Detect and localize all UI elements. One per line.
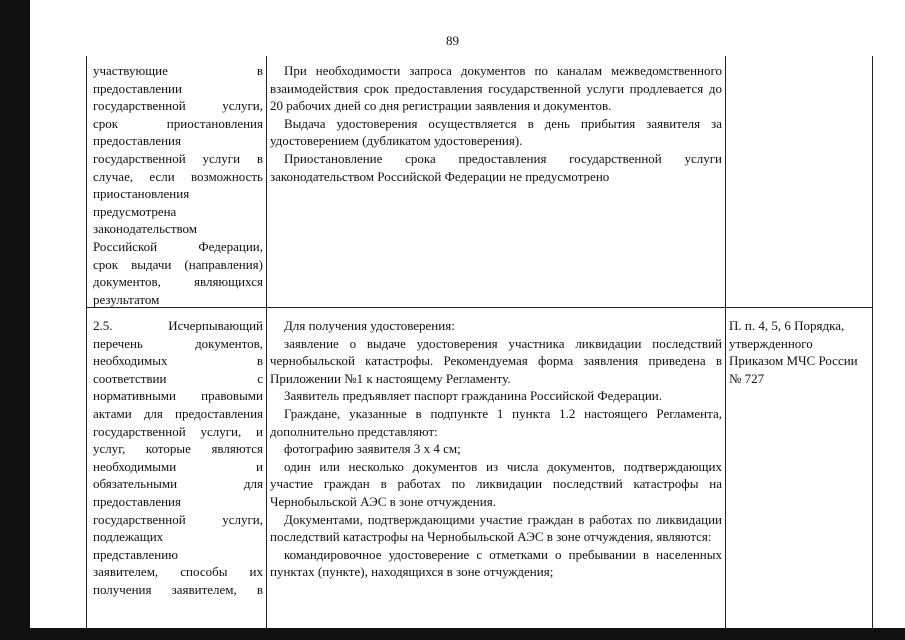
row-1-col-2	[270, 62, 722, 185]
text-line: представлению	[93, 546, 178, 562]
text-line: необходимыми и	[93, 458, 263, 474]
paragraph: Для получения удостоверения:	[284, 318, 455, 333]
text-line: актами для предоставления	[93, 405, 263, 421]
page-number: 89	[446, 33, 459, 48]
text-line: нормативными правовыми	[93, 388, 263, 404]
paragraph: заявление о выдаче удостоверения участника ликвидации последствий чернобыльской катастрофы. Рекомендуемая форма заявления приведена в Приложении №1 к настоящему Регламенту.	[270, 335, 722, 386]
paragraph: один или несколько документов из числа документов, подтверждающих участие граждан в работах по ликвидации последствий катастрофы на Чернобыльской АЭС в зоне отчуждения.	[270, 458, 722, 509]
text-line: предусмотрена	[93, 203, 177, 219]
text-line: случае, если возможность	[93, 168, 263, 184]
paragraph: командировочное удостоверение с отметками о пребывании в населенных пунктах (пункте), находящихся в зоне отчуждения;	[270, 546, 722, 580]
row-2-col-2	[270, 317, 722, 581]
paragraph: фотографию заявителя 3 х 4 см;	[284, 441, 461, 457]
scan-left-border	[0, 0, 30, 640]
scan-bottom-border	[0, 628, 905, 640]
document-table	[86, 56, 873, 628]
text-line: услуг, которые являются	[93, 441, 263, 457]
text-line: перечень документов,	[93, 335, 263, 351]
paragraph: Документами, подтверждающими участие граждан в работах по ликвидации последствий катастрофы на Чернобыльской АЭС в зоне отчуждения, являются:	[270, 511, 722, 545]
text-line: соответствии с	[93, 370, 263, 386]
row-1-col-1	[93, 62, 263, 308]
paragraph: Граждане, указанные в подпункте 1 пункта 1.2 настоящего Регламента, дополнительно представляют:	[270, 405, 722, 439]
text-line: 2.5. Исчерпывающий	[93, 318, 263, 333]
table-border-right	[872, 56, 873, 628]
text-line: приостановления	[93, 186, 190, 202]
text-line: срок выдачи (направления)	[93, 256, 263, 272]
text-line: государственной услуги,	[93, 98, 263, 114]
paragraph: При необходимости запроса документов по каналам межведомственного взаимодействия срок предоставления государственной услуги продлевается до 20 рабочих дней со дня регистрации заявления и документов.	[270, 63, 722, 114]
text-line: предоставления	[93, 133, 181, 149]
text-line: подлежащих	[93, 529, 164, 545]
paragraph: Выдача удостоверения осуществляется в день прибытия заявителя за удостоверением (дубликатом удостоверения).	[270, 115, 722, 149]
text-line: государственной услуги, и	[93, 423, 263, 439]
text-line: срок приостановления	[93, 115, 263, 131]
text-line: результатом	[93, 291, 160, 307]
row-2-col-3: П. п. 4, 5, 6 Порядка, утвержденного Приказом МЧС России № 727	[729, 318, 858, 386]
table-border-left	[86, 56, 87, 628]
text-line: обязательными для	[93, 476, 263, 492]
row-2-col-1	[93, 317, 263, 599]
paragraph: Заявитель предъявляет паспорт гражданина Российской Федерации.	[284, 388, 663, 404]
text-line: государственной услуги в	[93, 150, 263, 166]
table-column-divider-1	[266, 56, 267, 628]
text-line: Российской Федерации,	[93, 238, 263, 254]
text-line: предоставления	[93, 493, 181, 509]
text-line: участвующие в	[93, 63, 263, 78]
paragraph: Приостановление срока предоставления государственной услуги законодательством Российской Федерации не предусмотрено	[270, 150, 722, 184]
text-line: государственной услуги,	[93, 511, 263, 527]
text-line: законодательством	[93, 221, 198, 237]
text-line: необходимых в	[93, 353, 263, 369]
text-line: получения заявителем, в	[93, 581, 263, 597]
table-column-divider-2	[725, 56, 726, 628]
text-line: заявителем, способы их	[93, 564, 263, 580]
text-line: документов, являющихся	[93, 274, 263, 290]
text-line: предоставлении	[93, 80, 182, 96]
